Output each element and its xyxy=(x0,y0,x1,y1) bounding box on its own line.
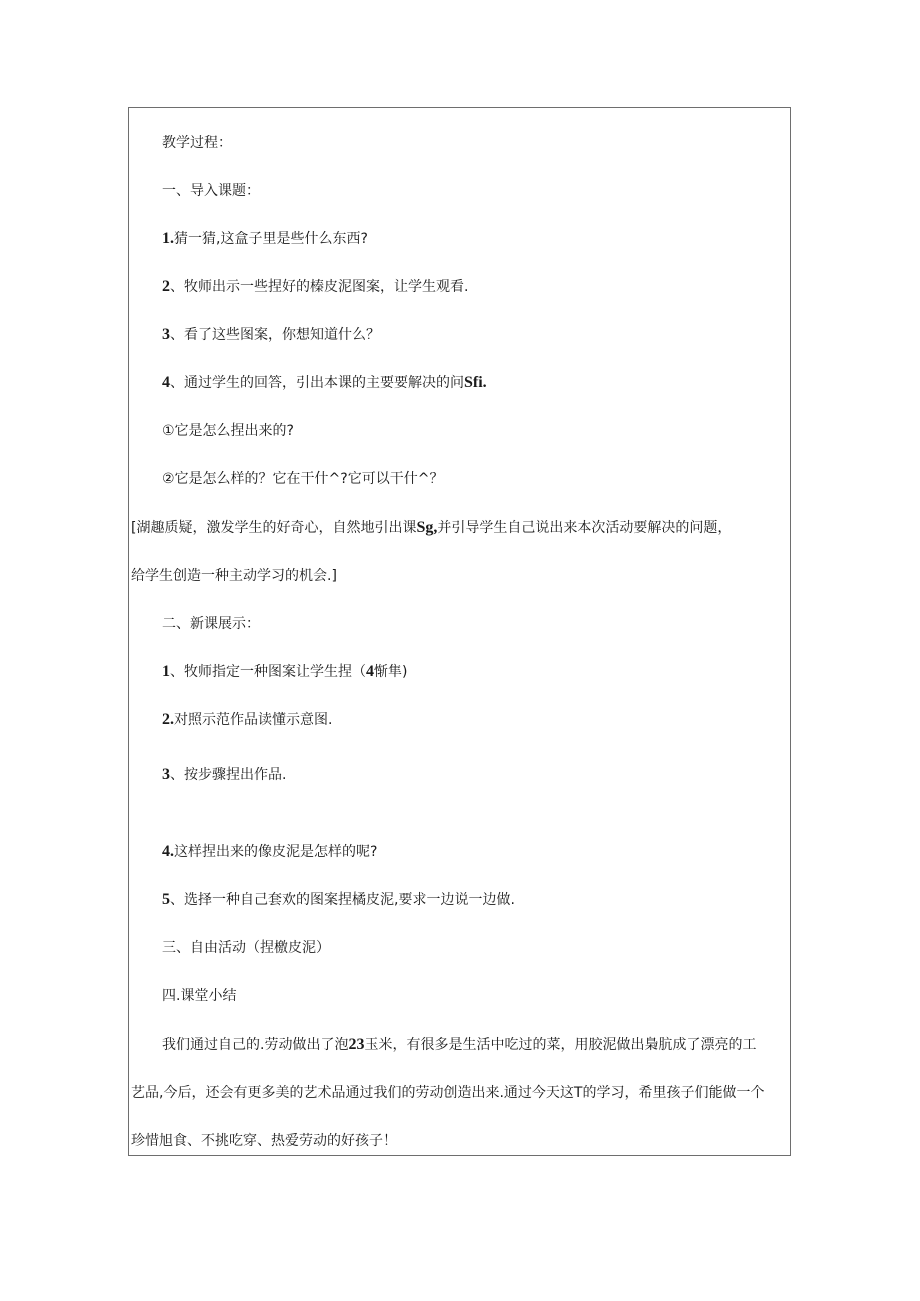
section-1-item-3 xyxy=(162,325,380,345)
question-2: ②它是怎么样的？它在干什^?它可以干什^？ xyxy=(162,471,444,487)
note-text-b: 并引导学生自己说出来本次活动要解决的问题， xyxy=(437,520,732,536)
summary-line-2: 艺品,今后，还会有更多美的艺术品通过我们的劳动创造出来.通过今天这T的学习，希里孩子们能做一个 xyxy=(131,1085,765,1101)
item-text: 、牧师指定一种图案让学生捏（ xyxy=(170,664,366,680)
item-text: 、看了这些图案，你想知道什么？ xyxy=(170,327,380,343)
item-text: 这样捏出来的像皮泥是怎样的呢? xyxy=(174,844,378,860)
section-3-title: 三、自由活动（捏檄皮泥） xyxy=(162,940,330,956)
summary-line-1 xyxy=(162,1035,756,1055)
item-text: 、通过学生的回答，引出本课的主要要解决的问 xyxy=(170,375,464,391)
note-line-2: 给学生创造一种主动学习的机会.] xyxy=(131,568,337,584)
summary-text-b: 玉米，有很多是生活中吃过的菜，用胶泥做出梟肮成了漂亮的工 xyxy=(364,1037,757,1053)
item-number: 4 xyxy=(162,374,170,391)
item-tail: Sfi. xyxy=(464,374,487,391)
summary-bold: 23 xyxy=(348,1036,365,1053)
section-1-item-4 xyxy=(162,373,487,393)
note-line-1 xyxy=(131,518,731,538)
item-bold: 4 xyxy=(366,663,374,680)
item-text: 、按步骤捏出作品. xyxy=(170,767,287,783)
item-number: 3 xyxy=(162,326,170,343)
summary-line-3: 珍惜旭食、不挑吃穿、热爱劳动的好孩子！ xyxy=(131,1133,397,1149)
question-1: ①它是怎么捏出来的? xyxy=(162,423,294,439)
heading: 教学过程： xyxy=(162,135,232,151)
item-number: 1 xyxy=(162,663,170,680)
item-text: 、牧师出示一些捏好的榛皮泥图案，让学生观看. xyxy=(170,279,469,295)
note-text-a: [湖趣质疑，激发学生的好奇心，自然地引出课 xyxy=(131,520,417,536)
item-text: 、选择一种自己套欢的图案捏橘皮泥,要求一边说一边做. xyxy=(170,892,515,908)
item-number: 3 xyxy=(162,766,170,783)
section-2-item-2 xyxy=(162,710,332,730)
section-1-title: 一、导入课题： xyxy=(162,183,260,199)
note-bold: Sg, xyxy=(416,519,438,536)
summary-text-a: 我们通过自己的.劳动做出了泡 xyxy=(162,1037,349,1053)
section-2-item-3 xyxy=(162,765,286,785)
item-number: 4. xyxy=(162,843,174,860)
section-1-item-2 xyxy=(162,277,468,297)
item-tail: 惭隼) xyxy=(374,664,408,680)
section-1-item-1 xyxy=(162,229,368,249)
item-text: 对照示范作品读懂示意图. xyxy=(174,712,333,728)
section-2-item-5 xyxy=(162,890,515,910)
section-2-title: 二、新课展示： xyxy=(162,616,260,632)
section-2-item-1 xyxy=(162,662,407,682)
item-text: 猜一猜,这盒子里是些什么东西? xyxy=(174,231,368,247)
item-number: 5 xyxy=(162,891,170,908)
item-number: 1. xyxy=(162,230,174,247)
section-2-item-4 xyxy=(162,842,377,862)
item-number: 2. xyxy=(162,711,174,728)
section-4-title: 四.课堂小结 xyxy=(162,988,237,1004)
item-number: 2 xyxy=(162,278,170,295)
